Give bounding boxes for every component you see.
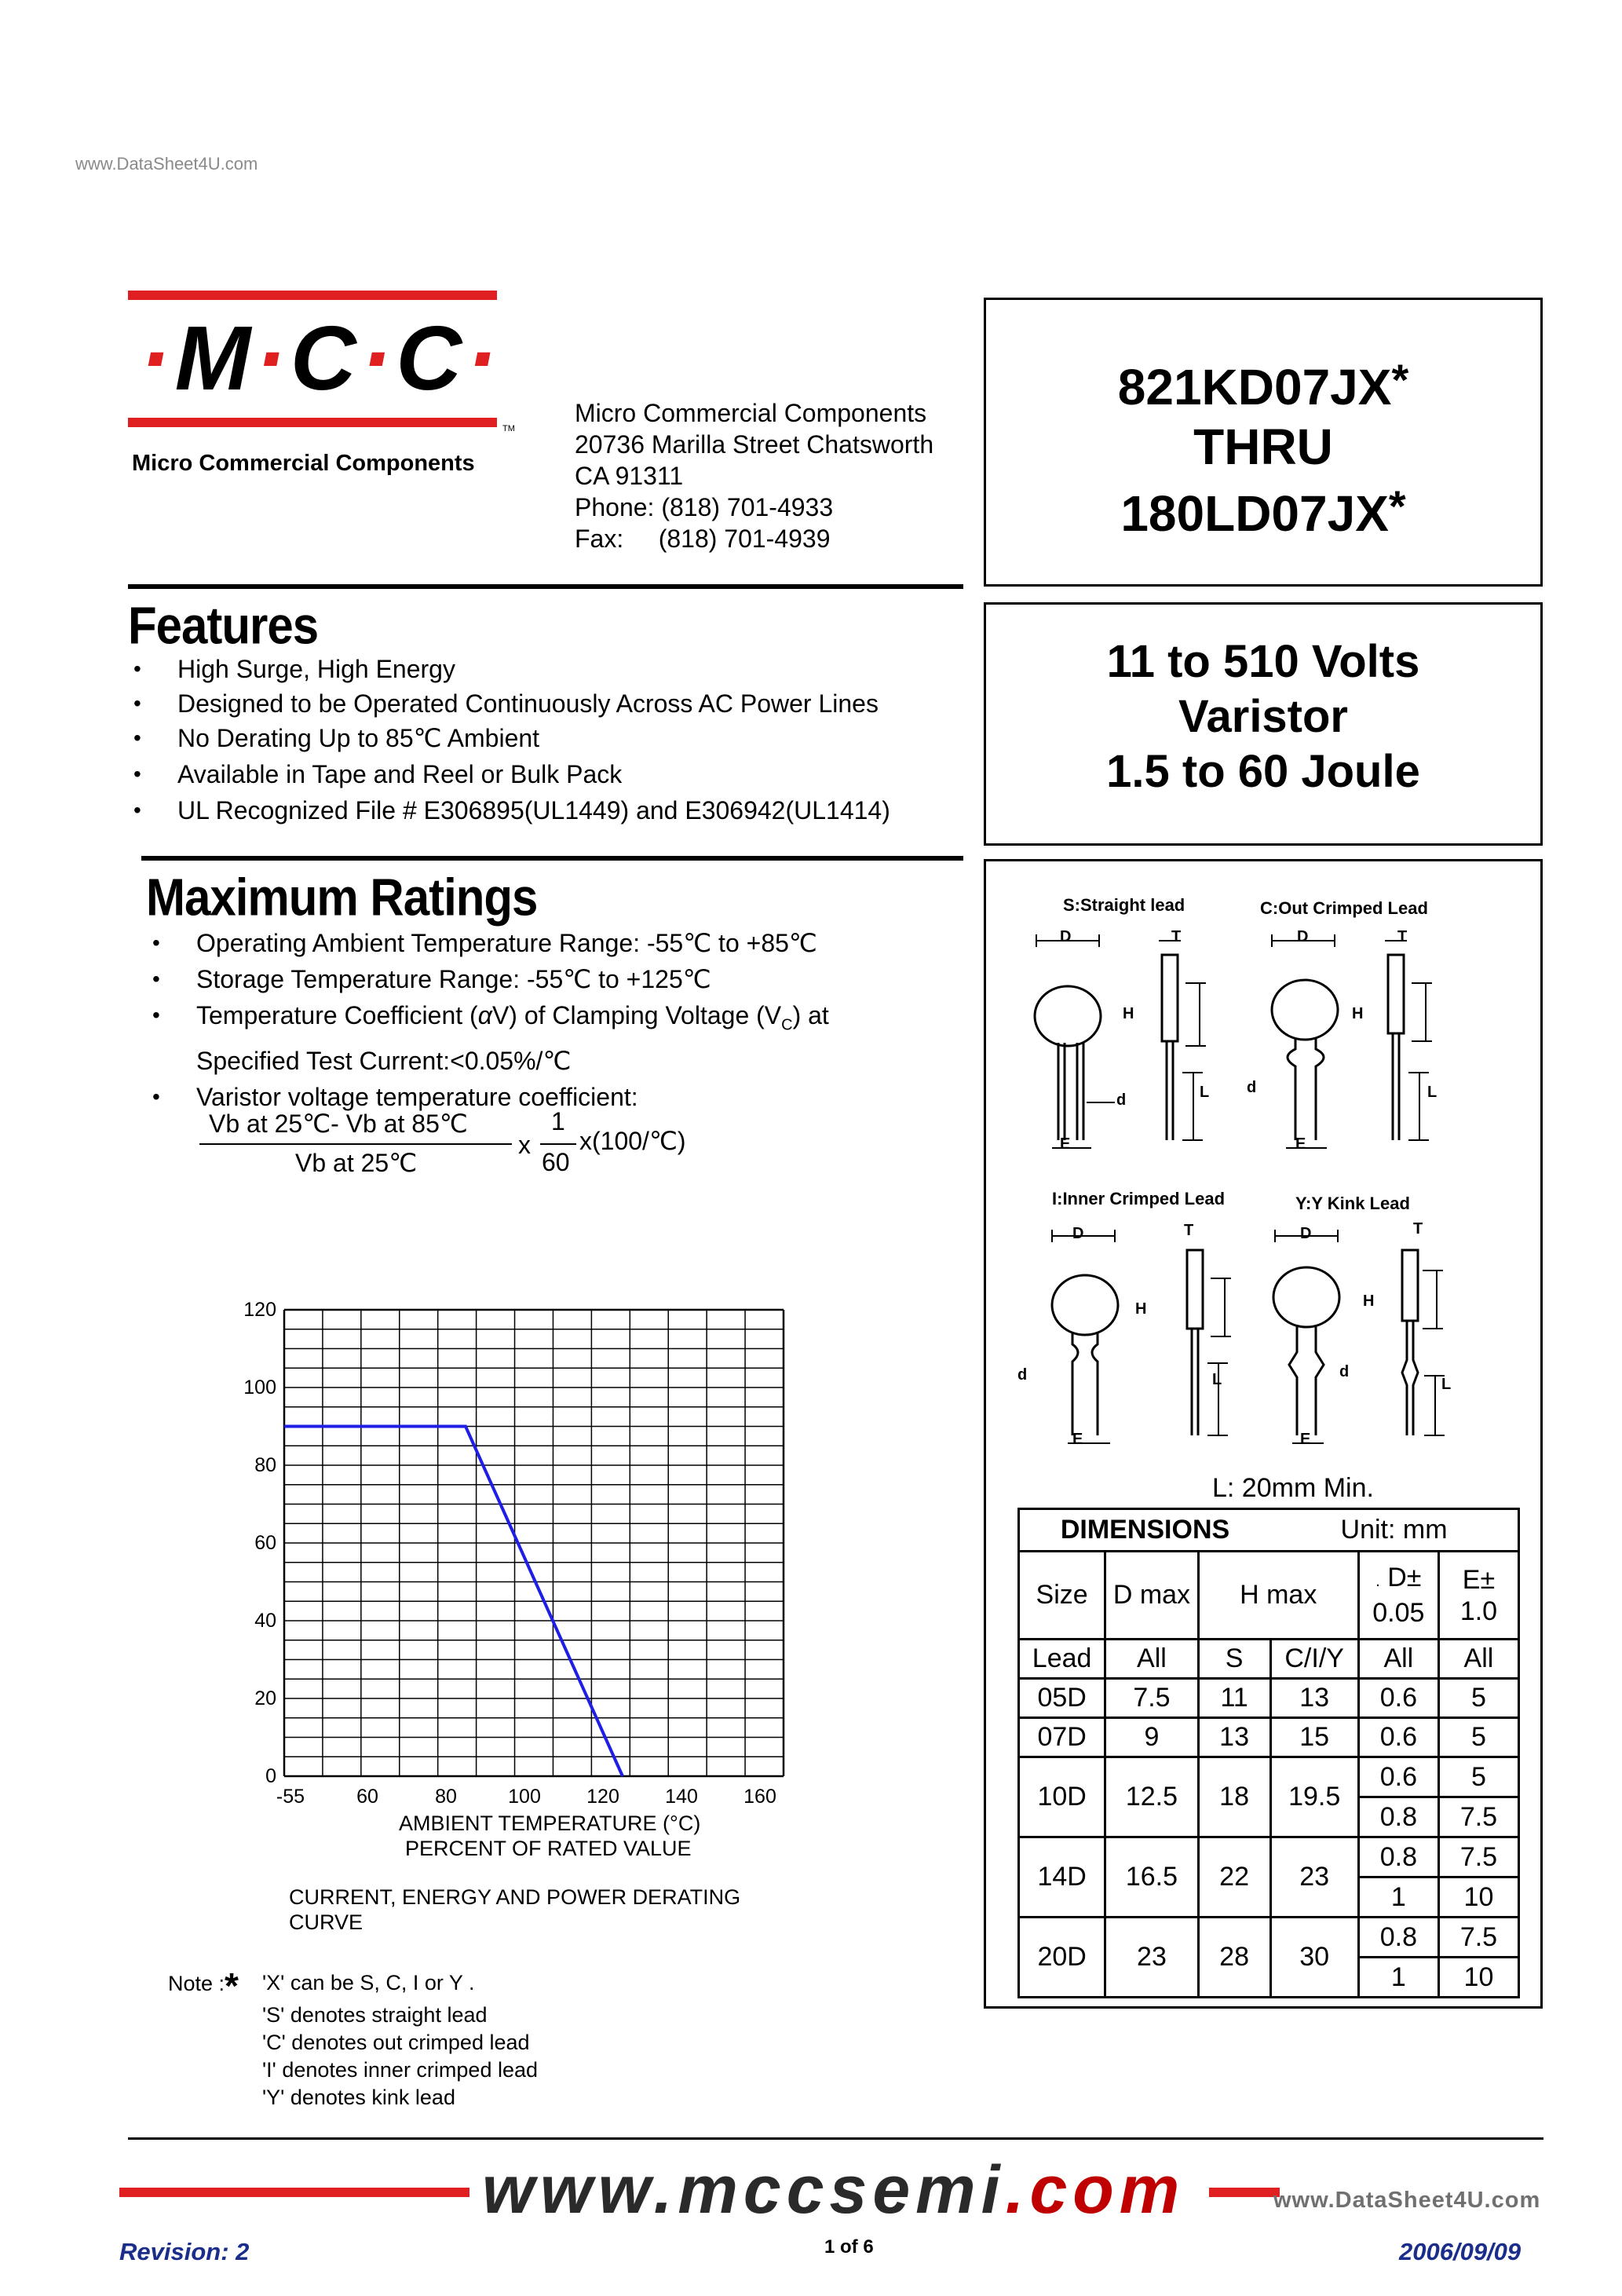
chart-ylabel: PERCENT OF RATED VALUE [405, 1837, 692, 1860]
dim-E: E [1072, 1431, 1083, 1448]
table-row [1019, 1837, 1519, 1877]
y-tick-label: 0 [265, 1765, 276, 1787]
address-line: CA 91311 [575, 462, 684, 490]
kink-lead-label: Y:Y Kink Lead [1295, 1194, 1410, 1213]
cell: 1 [1358, 1877, 1438, 1918]
out-crimped-lead-diagram [1248, 923, 1484, 1159]
formula-denominator: Vb at 25℃ [295, 1149, 418, 1177]
feature-item: • Available in Tape and Reel or Bulk Pack [130, 757, 994, 792]
fraction-denominator: 60 [542, 1148, 570, 1176]
revision: Revision: 2 [119, 2238, 250, 2265]
cell: 0.6 [1358, 1679, 1438, 1718]
company-address [575, 397, 933, 554]
kink-lead-diagram [1248, 1219, 1484, 1454]
feature-item: • UL Recognized File # E306895(UL1449) and E306942(UL1414) [130, 793, 994, 828]
dim-T: T [1184, 1222, 1194, 1239]
table-row [1019, 1918, 1519, 1958]
watermark-bottom: www.DataSheet4U.com [1273, 2188, 1541, 2213]
cell: 9 [1105, 1718, 1198, 1757]
cell: 7.5 [1438, 1837, 1518, 1877]
table-row [1019, 1679, 1519, 1718]
cell: 1 [1358, 1958, 1438, 1998]
table-unit: Unit: mm [1270, 1509, 1518, 1552]
straight-lead-label: S:Straight lead [1063, 895, 1185, 915]
thru-text: THRU [1193, 419, 1333, 475]
dim-D: D [1072, 1225, 1084, 1242]
note-line: 'I' denotes inner crimped lead [262, 2058, 539, 2082]
dim-E: E [1060, 1135, 1071, 1153]
lead-length-note: L: 20mm Min. [1212, 1473, 1374, 1503]
ratings-title: Maximum Ratings [146, 868, 538, 927]
cell: 16.5 [1105, 1837, 1198, 1918]
cell: 15 [1270, 1718, 1358, 1757]
fax-line: Fax: (818) 701-4939 [575, 525, 831, 553]
phone-line: Phone: (818) 701-4933 [575, 493, 834, 521]
x-tick-label: 100 [508, 1786, 541, 1808]
cell: 28 [1198, 1918, 1270, 1998]
cell: 0.8 [1358, 1797, 1438, 1837]
dim-d: d [1017, 1366, 1028, 1384]
dimensions-table [1017, 1508, 1520, 1998]
energy-range: 1.5 to 60 Joule [1106, 746, 1420, 797]
rating-item: • Varistor voltage temperature coefficient: [149, 1079, 981, 1115]
inner-crimped-lead-label: I:Inner Crimped Lead [1052, 1189, 1226, 1208]
dim-L: L [1427, 1084, 1438, 1101]
header-dmax: D max [1105, 1552, 1198, 1640]
dim-E: E [1300, 1431, 1311, 1448]
dim-d: d [1247, 1079, 1257, 1096]
asterisk: * [1388, 481, 1406, 531]
formula-bar [199, 1143, 512, 1145]
cell: 0.6 [1358, 1718, 1438, 1757]
x-tick-label: 160 [743, 1786, 776, 1808]
feature-item: • High Surge, High Energy [130, 652, 994, 686]
address-line: Micro Commercial Components [575, 399, 927, 427]
footer-red-bar-left [119, 2188, 469, 2197]
cell: 0.8 [1358, 1918, 1438, 1958]
header-d-tolerance: . D± 0.05 [1358, 1552, 1438, 1640]
note-line: 'C' denotes out crimped lead [262, 2031, 530, 2054]
cell: 05D [1019, 1679, 1105, 1718]
note-line: 'S' denotes straight lead [262, 2003, 488, 2027]
cell: Lead [1019, 1640, 1105, 1679]
page-number: 1 of 6 [824, 2236, 874, 2258]
trademark: TM [502, 424, 515, 433]
ratings-divider [141, 856, 963, 861]
note-label: Note : [168, 1972, 225, 1995]
cell: All [1438, 1640, 1518, 1679]
cell: 23 [1270, 1837, 1358, 1918]
cell: 14D [1019, 1837, 1105, 1918]
cell: 19.5 [1270, 1757, 1358, 1837]
logo-company-name: Micro Commercial Components [132, 451, 475, 476]
out-crimped-lead-label: C:Out Crimped Lead [1260, 898, 1428, 918]
header-hmax: H max [1198, 1552, 1358, 1640]
footer-rule [128, 2137, 1543, 2140]
note-line: 'X' can be S, C, I or Y . [262, 1971, 475, 1994]
dim-L: L [1212, 1371, 1222, 1388]
rating-item: • Storage Temperature Range: -55℃ to +125℃ [149, 961, 981, 997]
x-tick-label: 80 [435, 1786, 457, 1808]
y-tick-label: 40 [254, 1610, 276, 1632]
inner-crimped-lead-diagram [1013, 1219, 1248, 1454]
table-row [1019, 1718, 1519, 1757]
cell: 12.5 [1105, 1757, 1198, 1837]
dim-H: H [1123, 1005, 1134, 1022]
x-tick-label: 60 [356, 1786, 378, 1808]
table-title: DIMENSIONS [1019, 1509, 1271, 1552]
cell: 5 [1438, 1679, 1518, 1718]
derating-chart [228, 1288, 824, 1853]
cell: 23 [1105, 1918, 1198, 1998]
cell: S [1198, 1640, 1270, 1679]
part-number-start: 821KD07JX [1117, 359, 1392, 415]
cell: C/I/Y [1270, 1640, 1358, 1679]
cell: 10D [1019, 1757, 1105, 1837]
header-size: Size [1019, 1552, 1105, 1640]
cell: 0.6 [1358, 1757, 1438, 1797]
features-list [130, 652, 994, 828]
x-tick-label: -55 [276, 1786, 305, 1808]
cell: 20D [1019, 1918, 1105, 1998]
revision-date: 2006/09/09 [1399, 2238, 1522, 2265]
cell: All [1105, 1640, 1198, 1679]
ratings-list [149, 925, 981, 1115]
rating-item: • Operating Ambient Temperature Range: -55℃ to +85℃ [149, 925, 981, 961]
dim-T: T [1397, 928, 1408, 945]
part-number-box [984, 298, 1543, 587]
cell: 13 [1198, 1718, 1270, 1757]
cell: All [1358, 1640, 1438, 1679]
cell: 0.8 [1358, 1837, 1438, 1877]
dim-L: L [1441, 1376, 1452, 1393]
device-type: Varistor [1178, 691, 1348, 742]
features-title: Features [128, 596, 319, 656]
cell: 7.5 [1105, 1679, 1198, 1718]
cell: 10 [1438, 1958, 1518, 1998]
table-subheader-row [1019, 1640, 1519, 1679]
table-row [1019, 1757, 1519, 1797]
dim-H: H [1363, 1292, 1375, 1310]
cell: 18 [1198, 1757, 1270, 1837]
formula-times: x [518, 1131, 531, 1159]
dim-T: T [1171, 928, 1182, 945]
note-line: 'Y' denotes kink lead [262, 2086, 455, 2109]
cell: 10 [1438, 1877, 1518, 1918]
y-tick-label: 120 [243, 1299, 276, 1321]
cell: 13 [1270, 1679, 1358, 1718]
dim-d: d [1339, 1363, 1350, 1380]
watermark-top: www.DataSheet4U.com [75, 154, 258, 174]
fraction-numerator: 1 [551, 1107, 565, 1135]
y-tick-label: 100 [243, 1377, 276, 1398]
header-e-tolerance: E± 1.0 [1438, 1552, 1518, 1640]
dim-H: H [1135, 1300, 1147, 1318]
dim-T: T [1413, 1220, 1423, 1238]
feature-item: • Designed to be Operated Continuously Across AC Power Lines [130, 686, 994, 721]
logo-bottom-bar [128, 418, 497, 427]
x-tick-label: 140 [665, 1786, 698, 1808]
chart-caption: CURRENT, ENERGY AND POWER DERATING CURVE [289, 1885, 741, 1934]
dim-D: D [1060, 928, 1072, 945]
feature-item: • No Derating Up to 85℃ Ambient [130, 721, 994, 755]
spec-box [984, 602, 1543, 846]
cell: 7.5 [1438, 1797, 1518, 1837]
dim-L: L [1200, 1084, 1210, 1101]
cell: 22 [1198, 1837, 1270, 1918]
footer-red-bar-right [1209, 2188, 1280, 2197]
logo-top-bar [128, 291, 497, 300]
dim-H: H [1352, 1005, 1364, 1022]
rating-item: • Temperature Coefficient (αV) of Clamping Voltage $(V_C)$ at Specified Test Current:<0.05%/℃ [149, 997, 981, 1079]
dim-D: D [1297, 928, 1309, 945]
dim-d: d [1116, 1091, 1127, 1109]
cell: 5 [1438, 1718, 1518, 1757]
y-tick-label: 80 [254, 1454, 276, 1476]
address-line: 20736 Marilla Street Chatsworth [575, 430, 934, 459]
y-tick-label: 60 [254, 1532, 276, 1554]
logo-text: ·M·C·C· [140, 307, 502, 409]
note-lines [262, 1969, 538, 2111]
website-url[interactable]: www.mccsemi.com [482, 2152, 1185, 2228]
cell: 5 [1438, 1757, 1518, 1797]
asterisk: * [1391, 355, 1409, 404]
formula-tail: x(100/℃) [579, 1127, 686, 1155]
y-tick-label: 20 [254, 1687, 276, 1709]
cell: 11 [1198, 1679, 1270, 1718]
dim-D: D [1300, 1225, 1312, 1242]
dim-E: E [1295, 1135, 1306, 1153]
note-asterisk: * [225, 1965, 239, 2006]
cell: 7.5 [1438, 1918, 1518, 1958]
fraction-bar [540, 1143, 576, 1145]
x-tick-label: 120 [586, 1786, 619, 1808]
cell: 30 [1270, 1918, 1358, 1998]
coefficient-formula [199, 1109, 718, 1187]
features-divider [128, 584, 963, 589]
cell: 07D [1019, 1718, 1105, 1757]
part-number-end: 180LD07JX [1120, 485, 1389, 542]
voltage-range: 11 to 510 Volts [1106, 636, 1420, 687]
straight-lead-diagram [1005, 923, 1240, 1159]
chart-xlabel: AMBIENT TEMPERATURE (°C) [399, 1812, 701, 1835]
formula-numerator: Vb at 25℃- Vb at 85℃ [209, 1110, 468, 1138]
